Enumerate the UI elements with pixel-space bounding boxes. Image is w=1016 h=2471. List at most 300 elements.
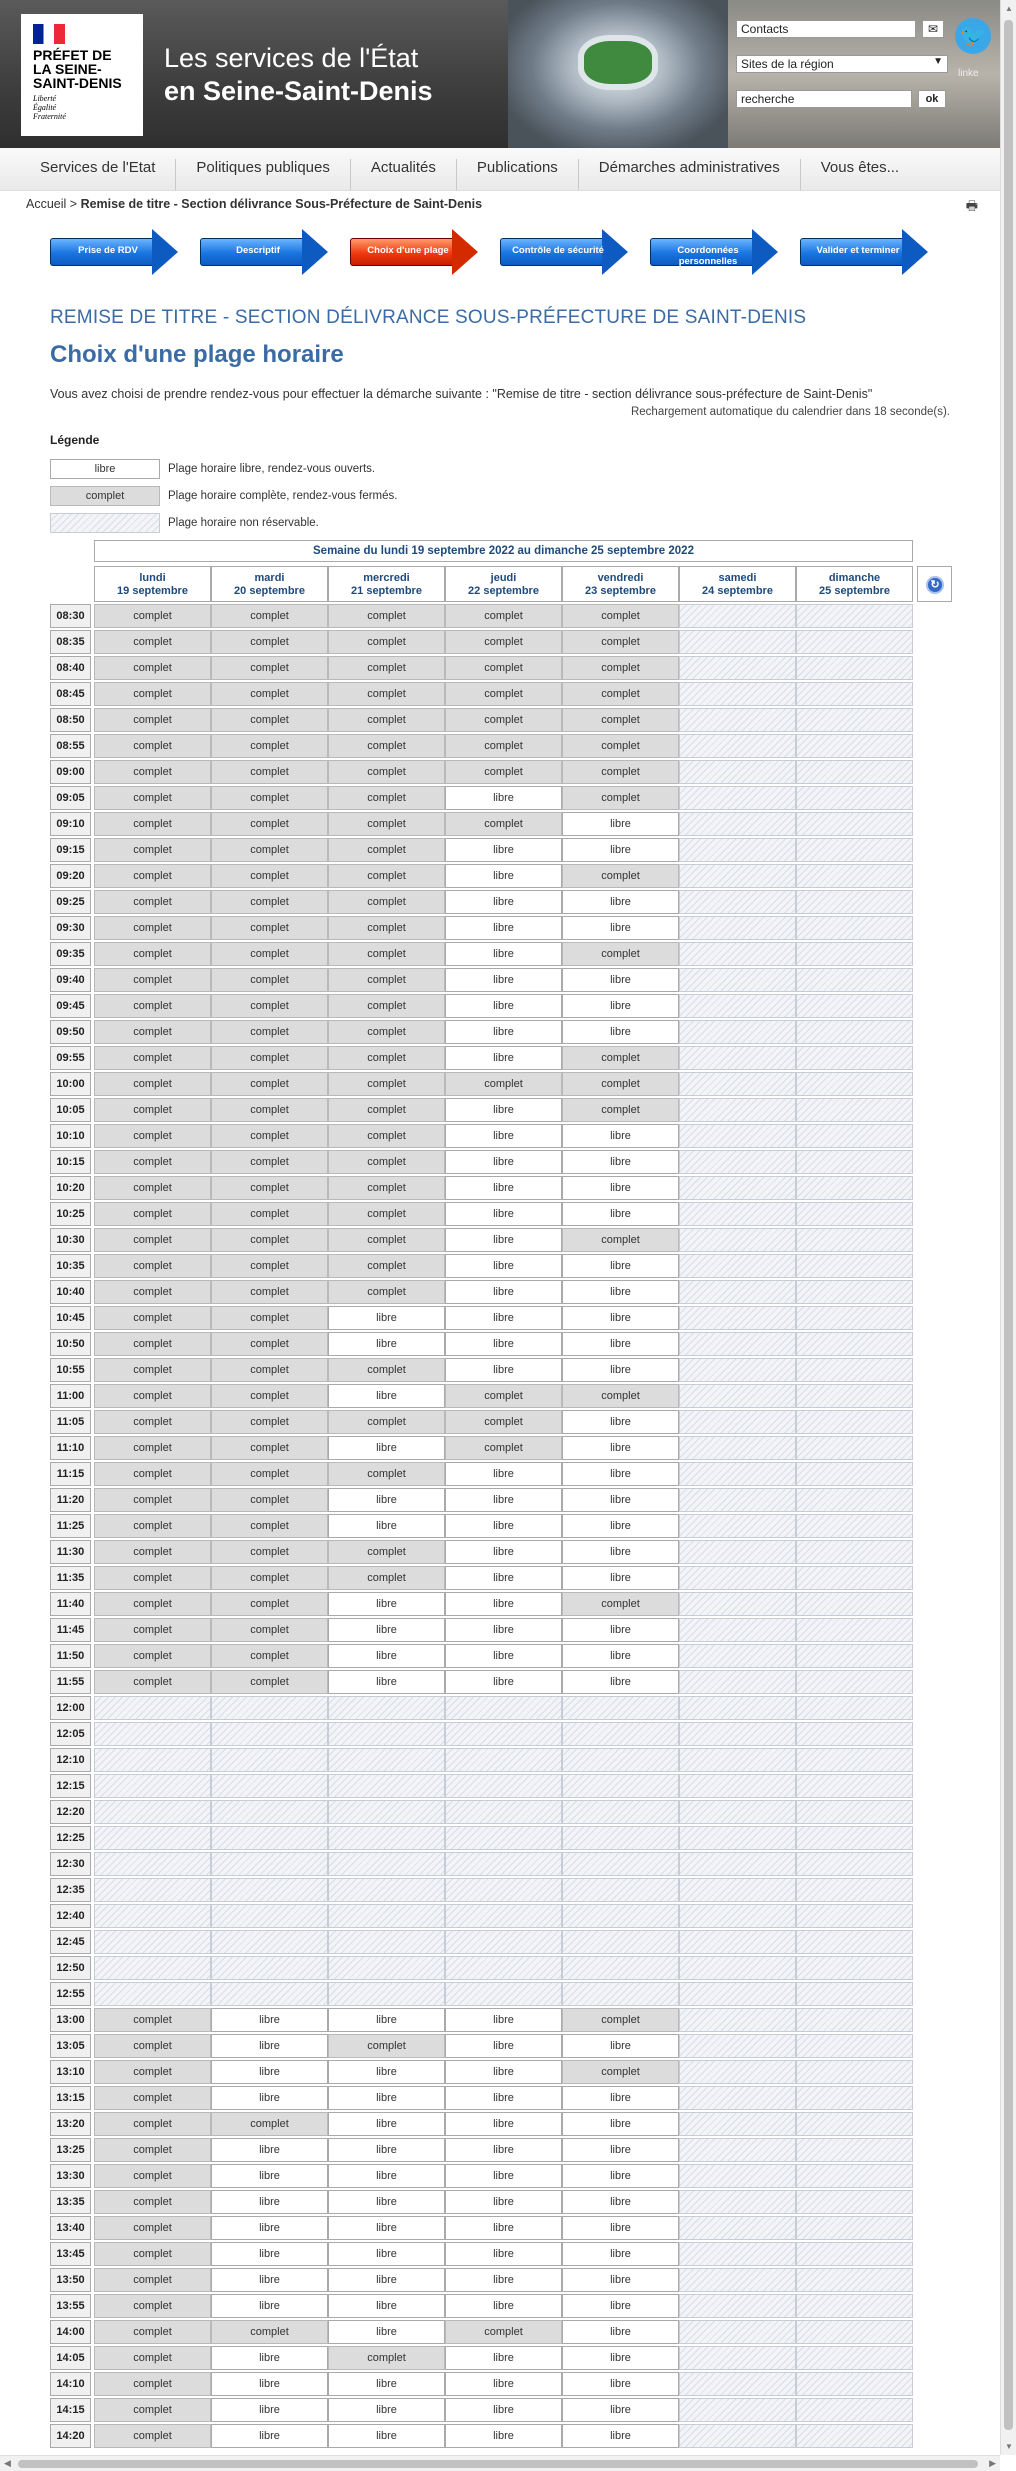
nav-demarches[interactable]: Démarches administratives — [579, 159, 801, 190]
table-row — [50, 2008, 913, 2032]
slot-complet: complet — [211, 812, 328, 836]
legend-description: Plage horaire non réservable. — [168, 517, 319, 529]
slot-libre[interactable]: libre — [562, 1358, 679, 1382]
slot-libre[interactable]: libre — [328, 1332, 445, 1356]
slot-libre[interactable]: libre — [328, 1384, 445, 1408]
legend-row-none — [50, 513, 1000, 533]
table-row — [50, 838, 913, 862]
slot-complet: complet — [328, 1254, 445, 1278]
slot-complet: complet — [328, 1202, 445, 1226]
slot-none — [328, 1904, 445, 1928]
slot-none — [679, 1098, 796, 1122]
table-row — [50, 1176, 913, 1200]
slot-none — [679, 1930, 796, 1954]
slot-libre[interactable]: libre — [328, 2190, 445, 2214]
slot-libre[interactable]: libre — [445, 2424, 562, 2448]
slot-libre[interactable]: libre — [211, 2372, 328, 2396]
slot-none — [796, 864, 913, 888]
slot-libre[interactable]: libre — [445, 1618, 562, 1642]
slot-libre[interactable]: libre — [328, 1436, 445, 1460]
time-label: 11:45 — [50, 1618, 91, 1642]
slot-complet: complet — [328, 1410, 445, 1434]
time-label: 13:00 — [50, 2008, 91, 2032]
slot-libre[interactable]: libre — [562, 1332, 679, 1356]
slot-libre[interactable]: libre — [562, 968, 679, 992]
slot-complet: complet — [94, 2268, 211, 2292]
site-title[interactable] — [164, 42, 433, 108]
table-row — [50, 1540, 913, 1564]
slot-libre[interactable]: libre — [562, 2398, 679, 2422]
slot-libre[interactable]: libre — [562, 1566, 679, 1590]
prefecture-logo[interactable] — [21, 14, 143, 136]
slot-complet: complet — [562, 1072, 679, 1096]
slot-libre[interactable]: libre — [328, 2372, 445, 2396]
table-row — [50, 1800, 913, 1824]
step-1[interactable] — [50, 229, 178, 275]
slot-none — [679, 1410, 796, 1434]
slot-libre[interactable]: libre — [328, 2086, 445, 2110]
slot-libre[interactable]: libre — [445, 2372, 562, 2396]
slot-libre[interactable]: libre — [328, 2138, 445, 2162]
slot-libre[interactable]: libre — [328, 2008, 445, 2032]
slot-libre[interactable]: libre — [562, 1514, 679, 1538]
slot-none — [796, 1956, 913, 1980]
slot-none — [679, 1540, 796, 1564]
slot-libre[interactable]: libre — [445, 2086, 562, 2110]
slot-libre[interactable]: libre — [328, 1618, 445, 1642]
slot-complet: complet — [328, 968, 445, 992]
slot-libre[interactable]: libre — [562, 1202, 679, 1226]
slot-libre[interactable]: libre — [445, 2008, 562, 2032]
slot-complet: complet — [94, 656, 211, 680]
table-row — [50, 2086, 913, 2110]
slot-none — [796, 1722, 913, 1746]
step-4[interactable] — [500, 229, 628, 275]
slot-libre[interactable]: libre — [328, 2268, 445, 2292]
slot-libre[interactable]: libre — [328, 2164, 445, 2188]
day-date: 23 septembre — [585, 585, 656, 597]
slot-libre[interactable]: libre — [445, 1020, 562, 1044]
slot-none — [445, 1930, 562, 1954]
slot-none — [94, 1852, 211, 1876]
time-label: 12:50 — [50, 1956, 91, 1980]
slot-libre[interactable]: libre — [445, 2112, 562, 2136]
slot-libre[interactable]: libre — [445, 942, 562, 966]
slot-libre[interactable]: libre — [328, 1592, 445, 1616]
table-row — [50, 1748, 913, 1772]
slot-libre[interactable]: libre — [445, 838, 562, 862]
slot-libre[interactable]: libre — [562, 2216, 679, 2240]
slot-none — [94, 1930, 211, 1954]
slot-libre[interactable]: libre — [445, 1098, 562, 1122]
slot-libre[interactable]: libre — [445, 1670, 562, 1694]
slot-libre[interactable]: libre — [562, 1306, 679, 1330]
breadcrumb-current: Remise de titre - Section délivrance Sous-Préfecture de Saint-Denis — [80, 197, 483, 211]
slot-libre[interactable]: libre — [211, 2086, 328, 2110]
slot-libre[interactable]: libre — [562, 2320, 679, 2344]
vertical-scroll-thumb[interactable] — [1004, 20, 1013, 2430]
slot-complet: complet — [328, 942, 445, 966]
scroll-right-icon[interactable]: ▶ — [989, 2458, 996, 2468]
slot-none — [796, 916, 913, 940]
time-label: 11:40 — [50, 1592, 91, 1616]
region-select[interactable] — [736, 55, 948, 73]
slot-libre[interactable]: libre — [328, 2112, 445, 2136]
slot-none — [445, 1852, 562, 1876]
time-label: 12:35 — [50, 1878, 91, 1902]
slot-complet: complet — [445, 2320, 562, 2344]
table-row — [50, 1358, 913, 1382]
slot-libre[interactable]: libre — [562, 812, 679, 836]
slot-libre[interactable]: libre — [445, 2060, 562, 2084]
slot-libre[interactable]: libre — [445, 2268, 562, 2292]
mail-icon[interactable]: ✉ — [922, 20, 944, 38]
legend-row-complet — [50, 486, 1000, 506]
slot-libre[interactable]: libre — [445, 2242, 562, 2266]
slot-libre[interactable]: libre — [445, 1124, 562, 1148]
slot-libre[interactable]: libre — [211, 2008, 328, 2032]
vertical-scrollbar[interactable] — [1000, 0, 1016, 2455]
slot-complet: complet — [94, 1670, 211, 1694]
slot-libre[interactable]: libre — [211, 2294, 328, 2318]
slot-none — [679, 838, 796, 862]
slot-complet: complet — [328, 734, 445, 758]
site-title-line2: en Seine-Saint-Denis — [164, 76, 433, 106]
slot-complet: complet — [94, 864, 211, 888]
slot-libre[interactable]: libre — [211, 2242, 328, 2266]
slot-libre[interactable]: libre — [445, 786, 562, 810]
slot-libre[interactable]: libre — [562, 1254, 679, 1278]
slot-libre[interactable]: libre — [211, 2190, 328, 2214]
slot-libre[interactable]: libre — [211, 2164, 328, 2188]
slot-libre[interactable]: libre — [445, 1228, 562, 1252]
day-name: vendredi — [597, 572, 644, 584]
slot-libre[interactable]: libre — [562, 2346, 679, 2370]
slot-libre[interactable]: libre — [445, 1046, 562, 1070]
nav-vous-etes[interactable]: Vous êtes... — [820, 159, 900, 176]
slot-none — [679, 1956, 796, 1980]
slot-complet: complet — [211, 942, 328, 966]
time-label: 09:45 — [50, 994, 91, 1018]
slot-none — [796, 2424, 913, 2448]
breadcrumb-home[interactable]: Accueil — [26, 197, 67, 211]
slot-libre[interactable]: libre — [211, 2034, 328, 2058]
slot-libre[interactable]: libre — [562, 994, 679, 1018]
twitter-icon[interactable]: 🐦 — [955, 18, 991, 54]
slot-libre[interactable]: libre — [445, 2294, 562, 2318]
slot-none — [679, 1150, 796, 1174]
breadcrumb-separator: > — [69, 197, 78, 211]
slot-libre[interactable]: libre — [562, 838, 679, 862]
time-label: 11:25 — [50, 1514, 91, 1538]
slot-libre[interactable]: libre — [211, 2424, 328, 2448]
nav-politiques-publiques[interactable]: Politiques publiques — [176, 159, 350, 190]
slot-complet: complet — [562, 2008, 679, 2032]
slot-libre[interactable]: libre — [562, 1436, 679, 1460]
slot-libre[interactable]: libre — [328, 1514, 445, 1538]
table-row — [50, 2216, 913, 2240]
slot-libre[interactable]: libre — [445, 2138, 562, 2162]
slot-none — [679, 994, 796, 1018]
slot-libre[interactable]: libre — [445, 1280, 562, 1304]
slot-libre[interactable]: libre — [562, 1020, 679, 1044]
slot-libre[interactable]: libre — [562, 2424, 679, 2448]
slot-libre[interactable]: libre — [445, 1488, 562, 1512]
time-label: 10:45 — [50, 1306, 91, 1330]
slot-libre[interactable]: libre — [445, 1332, 562, 1356]
slot-libre[interactable]: libre — [562, 2242, 679, 2266]
slot-libre[interactable]: libre — [445, 916, 562, 940]
slot-none — [796, 1800, 913, 1824]
slot-complet: complet — [211, 1020, 328, 1044]
time-label: 13:45 — [50, 2242, 91, 2266]
slot-complet: complet — [562, 760, 679, 784]
time-label: 08:55 — [50, 734, 91, 758]
slot-libre[interactable]: libre — [562, 916, 679, 940]
slot-none — [796, 1254, 913, 1278]
slot-complet: complet — [94, 2034, 211, 2058]
slot-libre[interactable]: libre — [562, 1618, 679, 1642]
table-row — [50, 2164, 913, 2188]
slot-none — [796, 682, 913, 706]
slot-libre[interactable]: libre — [328, 1670, 445, 1694]
slot-none — [562, 1982, 679, 2006]
nav-actualites[interactable]: Actualités — [351, 159, 457, 190]
table-row — [50, 1774, 913, 1798]
slot-libre[interactable]: libre — [445, 2164, 562, 2188]
slot-none — [679, 656, 796, 680]
slot-libre[interactable]: libre — [445, 1514, 562, 1538]
time-label: 11:15 — [50, 1462, 91, 1486]
slot-none — [796, 890, 913, 914]
slot-complet: complet — [328, 1150, 445, 1174]
slot-none — [796, 2034, 913, 2058]
slot-complet: complet — [211, 1306, 328, 1330]
time-label: 13:50 — [50, 2268, 91, 2292]
slot-libre[interactable]: libre — [445, 1592, 562, 1616]
slot-none — [445, 1774, 562, 1798]
slot-complet: complet — [211, 1332, 328, 1356]
slot-none — [328, 1696, 445, 1720]
slot-libre[interactable]: libre — [445, 890, 562, 914]
slot-complet: complet — [445, 1410, 562, 1434]
scroll-left-icon[interactable]: ◀ — [4, 2458, 11, 2468]
slot-libre[interactable]: libre — [445, 1358, 562, 1382]
slot-complet: complet — [328, 630, 445, 654]
slot-none — [679, 1982, 796, 2006]
slot-libre[interactable]: libre — [562, 2190, 679, 2214]
slot-libre[interactable]: libre — [211, 2398, 328, 2422]
slot-libre[interactable]: libre — [562, 2294, 679, 2318]
table-row — [50, 1124, 913, 1148]
slot-none — [796, 1176, 913, 1200]
horizontal-scrollbar[interactable] — [0, 2455, 1000, 2471]
slot-libre[interactable]: libre — [562, 890, 679, 914]
search-input[interactable]: recherche — [736, 90, 912, 108]
slot-complet: complet — [562, 708, 679, 732]
slot-libre[interactable]: libre — [445, 994, 562, 1018]
time-label: 10:20 — [50, 1176, 91, 1200]
slot-libre[interactable]: libre — [562, 1644, 679, 1668]
slot-libre[interactable]: libre — [562, 2138, 679, 2162]
slot-libre[interactable]: libre — [445, 968, 562, 992]
slot-libre[interactable]: libre — [445, 2216, 562, 2240]
time-label: 13:30 — [50, 2164, 91, 2188]
time-label: 08:45 — [50, 682, 91, 706]
slot-none — [679, 2398, 796, 2422]
time-label: 12:20 — [50, 1800, 91, 1824]
slot-libre[interactable]: libre — [562, 1410, 679, 1434]
horizontal-scroll-thumb[interactable] — [18, 2460, 978, 2468]
slot-none — [94, 1982, 211, 2006]
refresh-button[interactable] — [917, 566, 952, 602]
slot-libre[interactable]: libre — [562, 2268, 679, 2292]
slot-none — [796, 1202, 913, 1226]
slot-libre[interactable]: libre — [211, 2138, 328, 2162]
slot-libre[interactable]: libre — [328, 1488, 445, 1512]
slot-none — [679, 1462, 796, 1486]
slot-complet: complet — [328, 916, 445, 940]
slot-libre[interactable]: libre — [328, 2294, 445, 2318]
slot-libre[interactable]: libre — [328, 2242, 445, 2266]
slot-complet: complet — [94, 2294, 211, 2318]
slot-libre[interactable]: libre — [562, 2034, 679, 2058]
slot-libre[interactable]: libre — [562, 1150, 679, 1174]
slot-complet: complet — [211, 656, 328, 680]
slot-complet: complet — [328, 838, 445, 862]
slot-libre[interactable]: libre — [562, 1670, 679, 1694]
slot-libre[interactable]: libre — [562, 1540, 679, 1564]
slot-libre[interactable]: libre — [328, 1306, 445, 1330]
nav-services-etat[interactable]: Services de l'Etat — [20, 159, 176, 190]
slot-libre[interactable]: libre — [211, 2346, 328, 2370]
step-label: Choix d'une plage — [367, 245, 449, 256]
search-ok-button[interactable]: ok — [918, 90, 946, 108]
slot-libre[interactable]: libre — [445, 1254, 562, 1278]
contacts-select[interactable]: Contacts — [736, 20, 916, 38]
breadcrumb — [0, 191, 1000, 219]
slot-complet: complet — [94, 708, 211, 732]
slot-libre[interactable]: libre — [445, 1150, 562, 1174]
print-icon[interactable]: 🖶 — [965, 198, 978, 213]
slot-complet: complet — [445, 1384, 562, 1408]
step-3[interactable] — [350, 229, 478, 275]
table-row — [50, 1150, 913, 1174]
slot-libre[interactable]: libre — [445, 2190, 562, 2214]
slot-libre[interactable]: libre — [562, 1280, 679, 1304]
slot-libre[interactable]: libre — [445, 2034, 562, 2058]
slot-none — [796, 1852, 913, 1876]
slot-none — [328, 1878, 445, 1902]
slot-libre[interactable]: libre — [211, 2268, 328, 2292]
slot-none — [796, 2216, 913, 2240]
table-row — [50, 1670, 913, 1694]
slot-none — [94, 1878, 211, 1902]
slot-none — [679, 734, 796, 758]
slot-libre[interactable]: libre — [445, 2398, 562, 2422]
slot-complet: complet — [94, 812, 211, 836]
slot-libre[interactable]: libre — [328, 2398, 445, 2422]
slot-libre[interactable]: libre — [562, 1488, 679, 1512]
slot-libre[interactable]: libre — [562, 1176, 679, 1200]
nav-publications[interactable]: Publications — [457, 159, 579, 190]
table-row — [50, 2112, 913, 2136]
slot-none — [796, 1384, 913, 1408]
slot-none — [796, 994, 913, 1018]
slot-libre[interactable]: libre — [562, 2164, 679, 2188]
slot-none — [679, 1254, 796, 1278]
slot-none — [679, 786, 796, 810]
slot-libre[interactable]: libre — [445, 1540, 562, 1564]
slot-libre[interactable]: libre — [562, 1462, 679, 1486]
slot-none — [796, 2112, 913, 2136]
slot-libre[interactable]: libre — [445, 1176, 562, 1200]
slot-libre[interactable]: libre — [211, 2060, 328, 2084]
slot-libre[interactable]: libre — [562, 1124, 679, 1148]
table-row — [50, 1098, 913, 1122]
step-label: Coordonnées personnelles — [677, 245, 739, 267]
slot-libre[interactable]: libre — [562, 2086, 679, 2110]
scroll-up-icon[interactable]: ▲ — [1005, 4, 1013, 13]
time-label: 09:30 — [50, 916, 91, 940]
slot-libre[interactable]: libre — [328, 1644, 445, 1668]
table-row — [50, 864, 913, 888]
time-label: 12:45 — [50, 1930, 91, 1954]
slot-libre[interactable]: libre — [562, 2372, 679, 2396]
slot-libre[interactable]: libre — [445, 1306, 562, 1330]
step-6[interactable] — [800, 229, 928, 275]
slot-complet: complet — [562, 682, 679, 706]
steps-bar — [0, 229, 1000, 285]
slot-none — [679, 2268, 796, 2292]
scroll-down-icon[interactable]: ▼ — [1005, 2442, 1013, 2451]
slot-libre[interactable]: libre — [328, 2320, 445, 2344]
legend-swatch-complet: complet — [50, 486, 160, 506]
slot-none — [679, 864, 796, 888]
slot-libre[interactable]: libre — [445, 1462, 562, 1486]
slot-complet: complet — [211, 994, 328, 1018]
slot-none — [679, 2112, 796, 2136]
slot-complet: complet — [94, 1124, 211, 1148]
slot-none — [796, 1592, 913, 1616]
slot-libre[interactable]: libre — [445, 1644, 562, 1668]
slot-libre[interactable]: libre — [328, 2060, 445, 2084]
slot-none — [796, 942, 913, 966]
slot-libre[interactable]: libre — [328, 2424, 445, 2448]
step-5[interactable] — [650, 229, 778, 275]
slot-none — [679, 1020, 796, 1044]
slot-complet: complet — [211, 1618, 328, 1642]
step-2[interactable] — [200, 229, 328, 275]
slot-libre[interactable]: libre — [445, 1566, 562, 1590]
slot-none — [562, 1956, 679, 1980]
slot-libre[interactable]: libre — [328, 2216, 445, 2240]
slot-libre[interactable]: libre — [445, 864, 562, 888]
slot-libre[interactable]: libre — [562, 2112, 679, 2136]
slot-none — [796, 1566, 913, 1590]
slot-libre[interactable]: libre — [445, 1202, 562, 1226]
slot-complet: complet — [94, 2242, 211, 2266]
legend-row-libre — [50, 459, 1000, 479]
site-header — [0, 0, 1000, 148]
step-label: Prise de RDV — [78, 245, 138, 256]
slot-libre[interactable]: libre — [211, 2216, 328, 2240]
slot-complet: complet — [94, 1566, 211, 1590]
slot-complet: complet — [94, 682, 211, 706]
slot-libre[interactable]: libre — [445, 2346, 562, 2370]
table-row — [50, 2138, 913, 2162]
slot-none — [796, 1332, 913, 1356]
